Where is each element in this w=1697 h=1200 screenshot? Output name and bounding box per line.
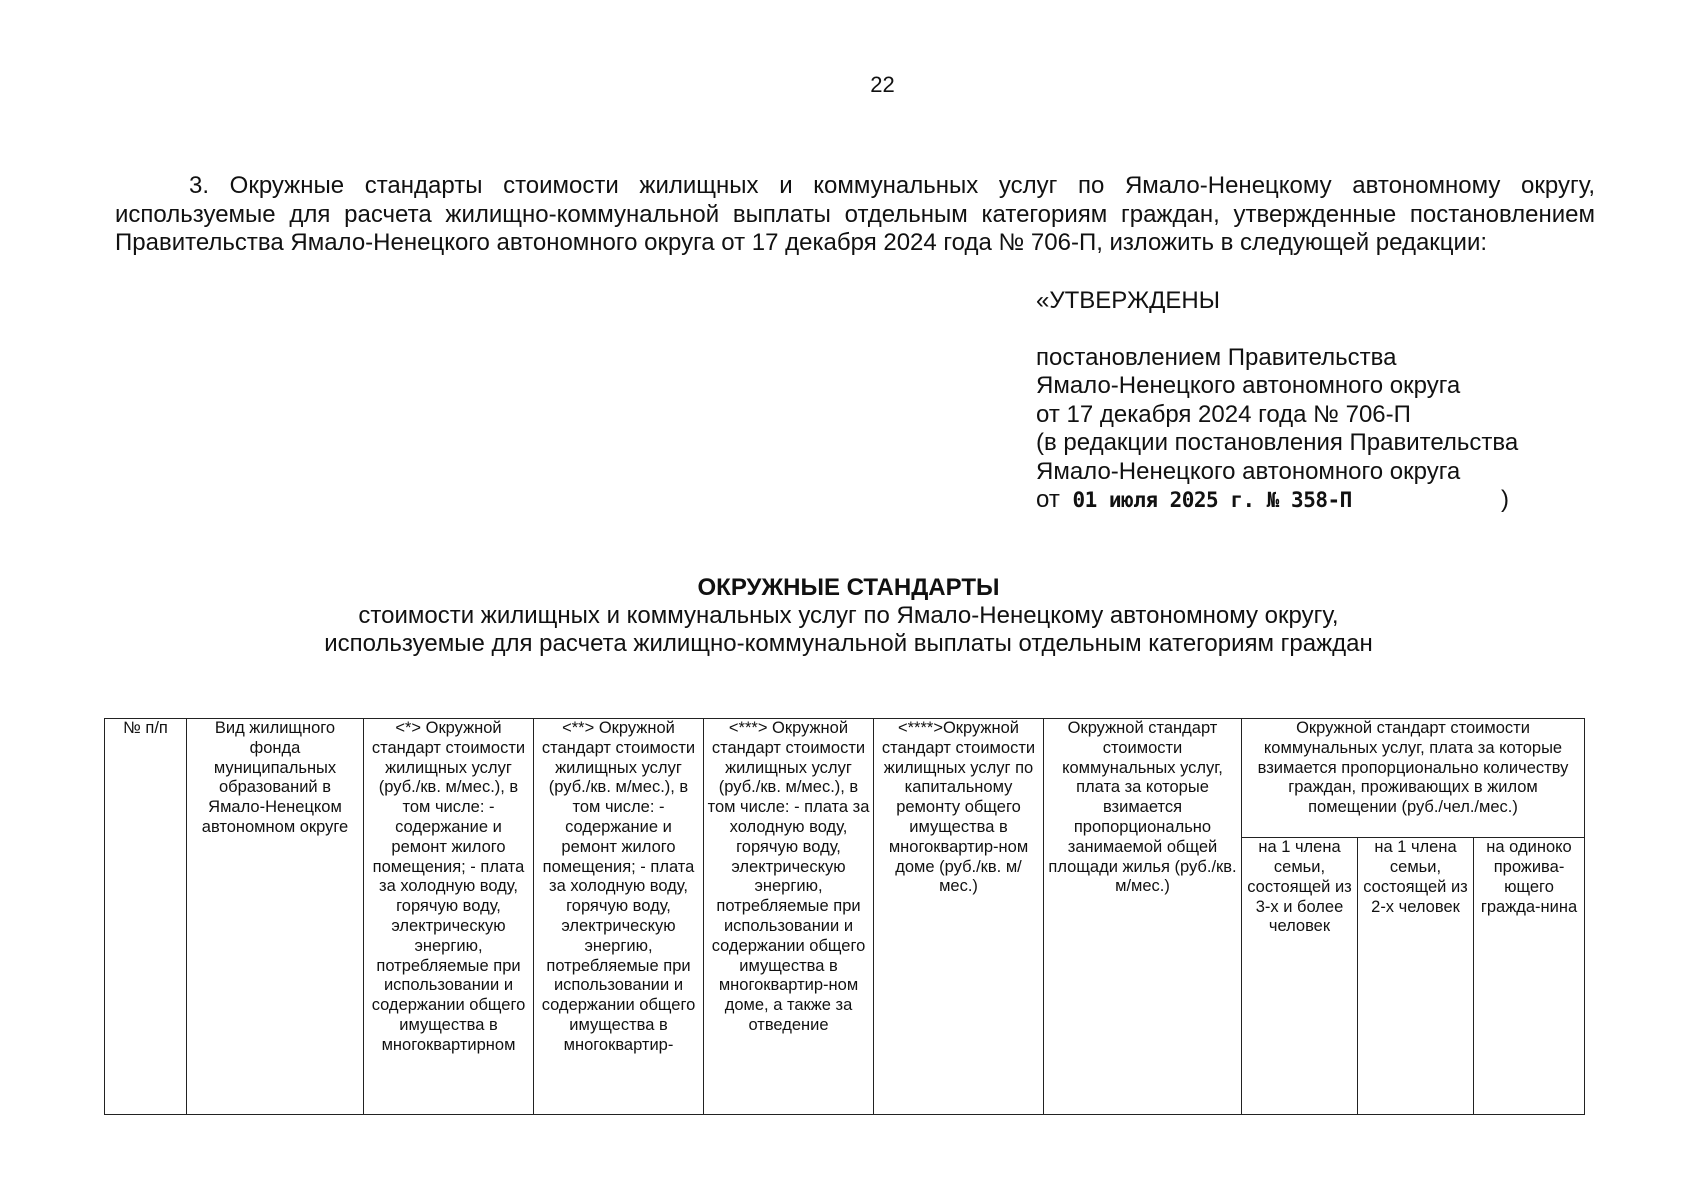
header-standard-4: <****>Окружной стандарт стоимости жилищных услуг по капитальному ремонту общего имущества в многоквартир-ном доме (руб./кв. м/мес.) — [874, 719, 1044, 1115]
intro-paragraph — [115, 172, 1595, 258]
approval-line: от 17 декабря 2024 года № 706-П — [1036, 400, 1411, 428]
header-num: № п/п — [105, 719, 187, 1115]
header-standard-1: <*> Окружной стандарт стоимости жилищных услуг (руб./кв. м/мес.), в том числе: - содержание и ремонт жилого помещения; - плата за холодную воду, горячую воду, электрическую энергию, потребляемые при использовании и содержании общего имущества в многоквартирном — [364, 719, 534, 1115]
approval-line: Ямало-Ненецкого автономного округа — [1036, 457, 1461, 485]
header-standard-6: Окружной стандарт стоимости коммунальных услуг, плата за которые взимается пропорционально количеству граждан, проживающих в жилом помещении (руб./чел./мес.) — [1242, 719, 1585, 838]
approval-line: Ямало-Ненецкого автономного округа — [1036, 372, 1461, 399]
header-standard-3: <***> Окружной стандарт стоимости жилищных услуг (руб./кв. м/мес.), в том числе: - плата за холодную воду, горячую воду, электрическую энергию, потребляемые при использовании и содержании общего имущества в многоквартир-ном доме, а также за отведение — [704, 719, 874, 1115]
approval-date-line — [1036, 486, 1636, 515]
approval-line: постановлением Правительства — [1036, 343, 1397, 371]
title-main: ОКРУЖНЫЕ СТАНДАРТЫ — [697, 574, 1000, 601]
page-number: 22 — [870, 72, 895, 97]
intro-text: 3. Окружные стандарты стоимости жилищных и коммунальных услуг по Ямало-Ненецкому автономному округу, используемые для расчета жилищно-коммунальной выплаты отдельным категориям граждан, утвержденные постановлением Правительства Ямало-Ненецкого автономного округа от 17 декабря 2024 года № 706-П, изложить в следующей редакции: — [115, 172, 1595, 256]
header-sub-3plus: на 1 члена семьи, состоящей из 3-х и более человек — [1242, 838, 1358, 1115]
header-standard-5: Окружной стандарт стоимости коммунальных услуг, плата за которые взимается пропорционально занимаемой общей площади жилья (руб./кв. м/мес.) — [1044, 719, 1242, 1115]
approval-block — [1036, 287, 1636, 515]
approval-from-label: от — [1036, 486, 1060, 513]
approval-line: (в редакции постановления Правительства — [1036, 429, 1519, 456]
header-sub-2: на 1 члена семьи, состоящей из 2-х человек — [1358, 838, 1474, 1115]
document-title — [0, 574, 1697, 658]
title-line-1: стоимости жилищных и коммунальных услуг по Ямало-Ненецкому автономному округу, — [358, 602, 1339, 629]
title-line-2: используемые для расчета жилищно-коммунальной выплаты отдельным категориям граждан — [324, 630, 1373, 657]
approval-heading: «УТВЕРЖДЕНЫ — [1036, 287, 1221, 314]
header-housing-type: Вид жилищного фонда муниципальных образований в Ямало-Ненецком автономном округе — [187, 719, 364, 1115]
header-sub-single: на одиноко прожива-ющего гражда-нина — [1474, 838, 1585, 1115]
header-standard-2: <**> Окружной стандарт стоимости жилищных услуг (руб./кв. м/мес.), в том числе: - содержание и ремонт жилого помещения; - плата за холодную воду, горячую воду, электрическую энергию, потребляемые при использовании и содержании общего имущества в многоквартир- — [534, 719, 704, 1115]
registration-stamp: 01 июля 2025 г. № 358-П — [1072, 488, 1352, 512]
closing-paren: ) — [1501, 486, 1509, 513]
standards-table — [104, 718, 1585, 1115]
